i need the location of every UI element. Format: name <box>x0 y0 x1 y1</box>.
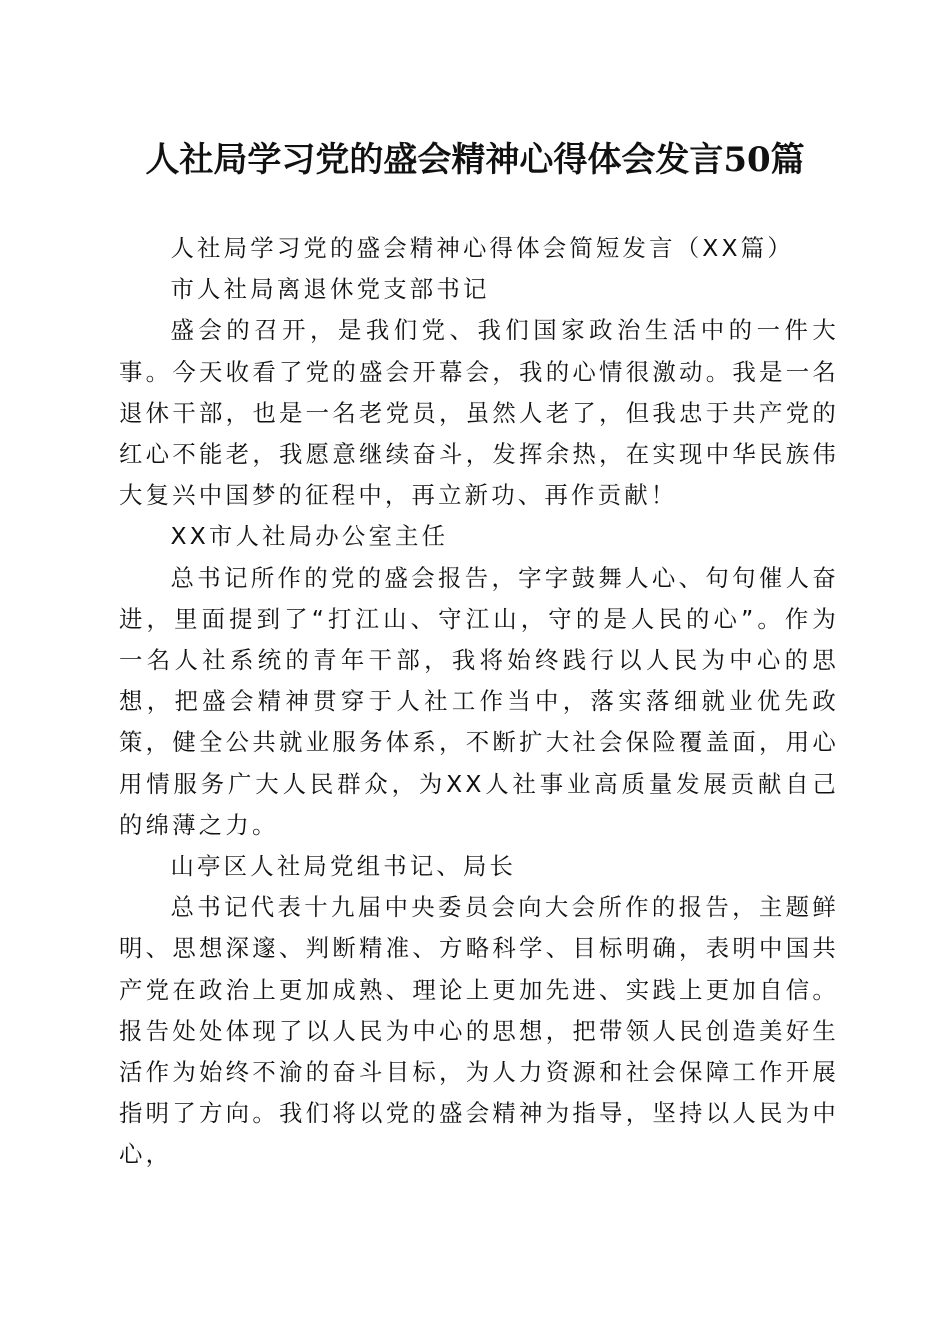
document-body <box>119 228 839 1176</box>
paragraph-speech-2: 总书记所作的党的盛会报告，字字鼓舞人心、句句催人奋进，里面提到了“打江山、守江山，守的是人民的心”。作为一名人社系统的青年干部，我将始终践行以人民为中心的思想，把盛会精神贯穿于人社工作当中，落实落细就业优先政策，健全公共就业服务体系，不断扩大社会保险覆盖面，用心用情服务广大人民群众，为XX人社事业高质量发展贡献自己的绵薄之力。 <box>119 563 839 839</box>
document-title: 人社局学习党的盛会精神心得体会发言50篇 <box>145 140 805 180</box>
paragraph-speaker-2: XX市人社局办公室主任 <box>170 522 449 551</box>
paragraph-speech-1: 盛会的召开，是我们党、我们国家政治生活中的一件大事。今天收看了党的盛会开幕会，我的心情很激动。我是一名退休干部，也是一名老党员，虽然人老了，但我忠于共产党的红心不能老，我愿意继续奋斗，发挥余热，在实现中华民族伟大复兴中国梦的征程中，再立新功、再作贡献！ <box>119 316 839 510</box>
paragraph-subtitle: 人社局学习党的盛会精神心得体会简短发言（XX篇） <box>170 234 794 262</box>
paragraph-speech-3: 总书记代表十九届中央委员会向大会所作的报告，主题鲜明、思想深邃、判断精准、方略科学、目标明确，表明中国共产党在政治上更加成熟、理论上更加先进、实践上更加自信。报告处处体现了以人民为中心的思想，把带领人民创造美好生活作为始终不渝的奋斗目标，为人力资源和社会保障工作开展指明了方向。我们将以党的盛会精神为指导，坚持以人民为中心， <box>119 893 839 1169</box>
paragraph-speaker-3: 山亭区人社局党组书记、局长 <box>170 852 517 881</box>
paragraph-speaker-1: 市人社局离退休党支部书记 <box>170 275 490 304</box>
